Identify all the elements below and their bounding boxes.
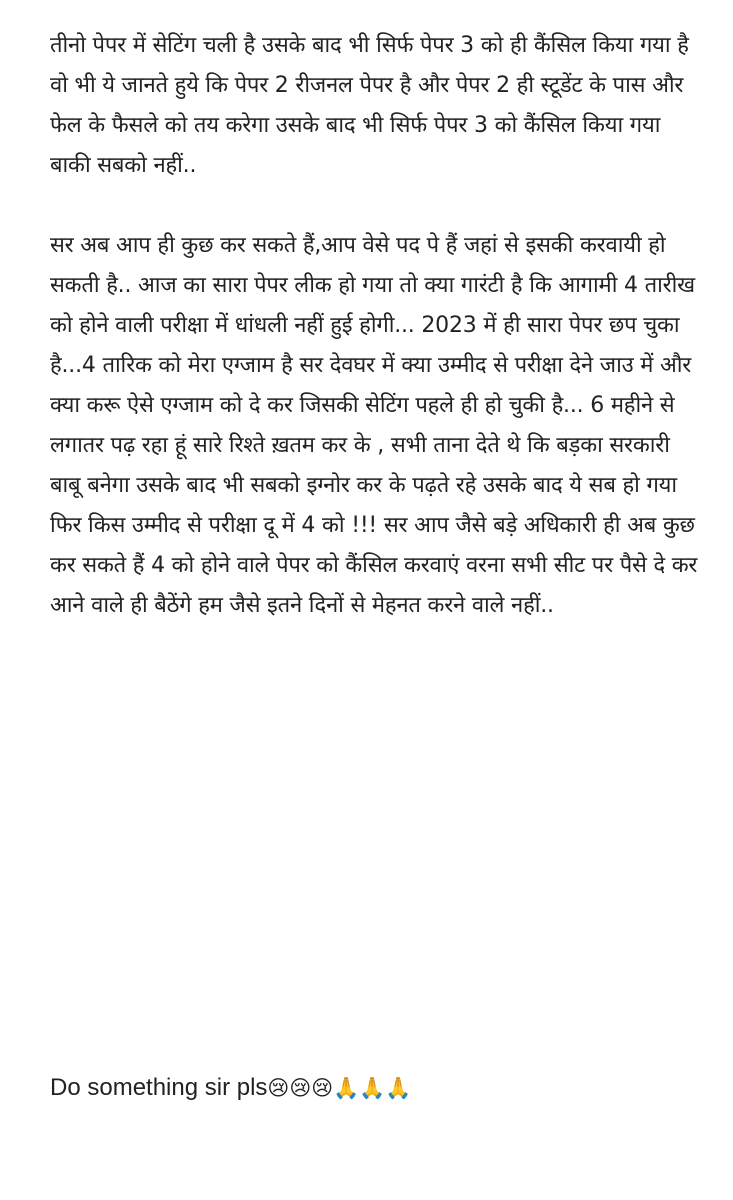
- note-body: [50, 26, 702, 626]
- crying-and-folded-hands-emoji-icon: 😢😢😢🙏🙏🙏: [267, 1076, 412, 1100]
- paragraph-2: सर अब आप ही कुछ कर सकते हैं,आप वेसे पद पे हैं जहां से इसकी करवायी हो सकती है.. आज का सारा पेपर लीक हो गया तो क्या गारंटी है कि आगामी 4 तारीख को होने वाली परीक्षा में धांधली नहीं हुई होगी... 2023 में ही सारा पेपर छप चुका है...4 तारिक को मेरा एग्जाम है सर देवघर में क्या उम्मीद से परीक्षा देने जाउ में और क्या करू ऐसे एग्जाम को दे कर जिसकी सेटिंग पहले ही हो चुकी है... 6 महीने से लगातर पढ़ रहा हूं सारे रिश्ते ख़तम कर के , सभी ताना देते थे कि बड़का सरकारी बाबू बनेगा उसके बाद भी सबको इग्नोर कर के पढ़ते रहे उसके बाद ये सब हो गया फिर किस उम्मीद से परीक्षा दू में 4 को !!! सर आप जैसे बड़े अधिकारी ही अब कुछ कर सकते हैं 4 को होने वाले पेपर को कैंसिल करवाएं वरना सभी सीट पर पैसे दे कर आने वाले ही बैठेंगे हम जैसे इतने दिनों से मेहनत करने वाले नहीं..: [50, 233, 698, 618]
- closing-text: Do something sir pls: [50, 1074, 268, 1101]
- closing-line: [50, 1068, 702, 1108]
- paragraph-1: तीनो पेपर में सेटिंग चली है उसके बाद भी सिर्फ पेपर 3 को ही कैंसिल किया गया है वो भी ये जानते हुये कि पेपर 2 रीजनल पेपर है और पेपर 2 ही स्टूडेंट के पास और फेल के फैसले को तय करेगा उसके बाद भी सिर्फ पेपर 3 को कैंसिल किया गया बाकी सबको नहीं..: [50, 33, 689, 178]
